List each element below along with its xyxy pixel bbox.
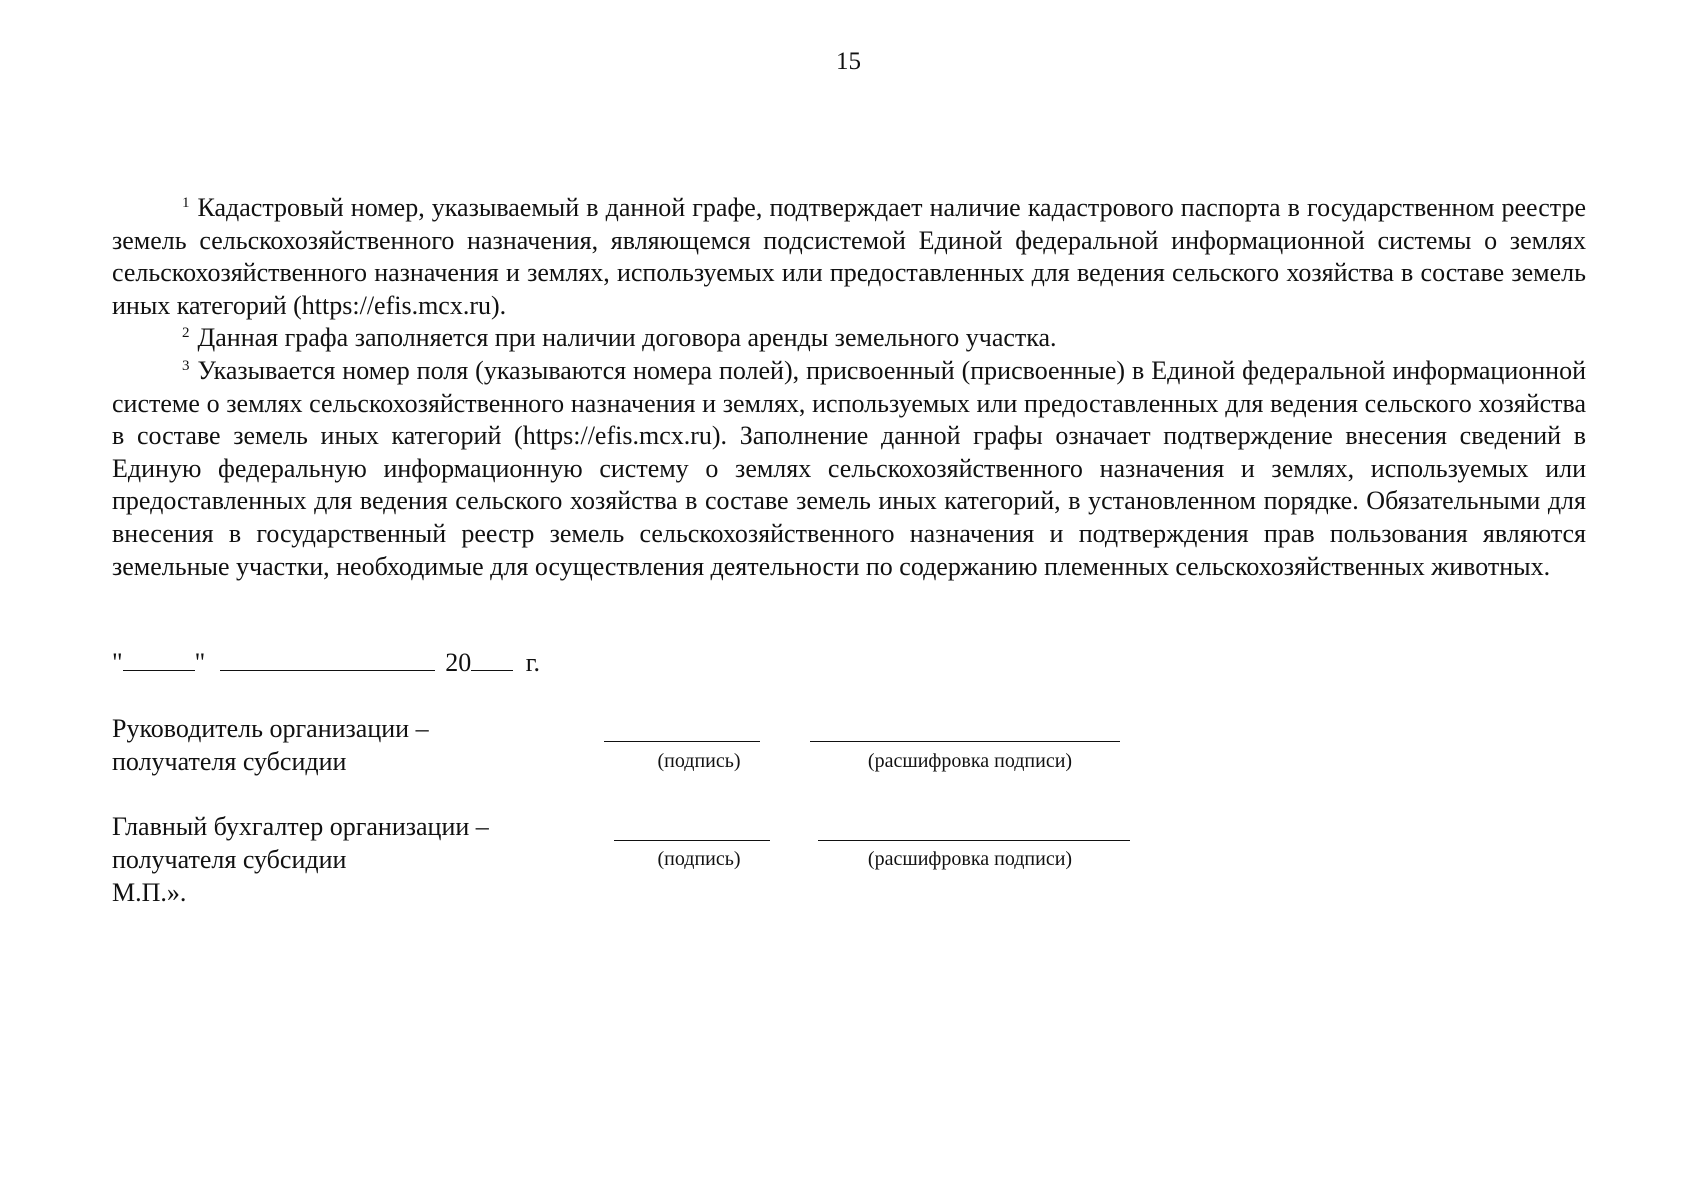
year-blank — [471, 648, 513, 671]
head-signature-caption: (подпись) — [657, 750, 741, 772]
footnote-2-text: Данная графа заполняется при наличии договора аренды земельного участка. — [197, 323, 1057, 353]
date-quote-close: " — [194, 648, 206, 677]
footnote-3 — [112, 355, 1586, 583]
date-quote-open: " — [112, 648, 123, 677]
day-blank — [123, 648, 195, 671]
head-signatory-role — [112, 712, 429, 778]
page-number: 15 — [836, 48, 861, 75]
footnote-2-marker: 2 — [182, 325, 190, 342]
year-suffix: г. — [525, 648, 540, 677]
date-line — [112, 648, 540, 678]
footnote-3-marker: 3 — [182, 357, 190, 374]
stamp-place-label: М.П.». — [112, 878, 187, 907]
accountant-signature-line — [614, 840, 770, 841]
accountant-role-line-1: Главный бухгалтер организации – — [112, 812, 489, 841]
month-blank — [220, 648, 435, 671]
accountant-signature-caption: (подпись) — [657, 848, 741, 870]
accountant-signatory-role — [112, 810, 489, 909]
head-decoding-caption: (расшифровка подписи) — [867, 750, 1073, 772]
footnote-3-text: Указывается номер поля (указываются номера полей), присвоенный (присвоенные) в Единой федеральной информационной системе о землях сельскохозяйственного назначения и землях, используемых или предоставленных для ведения сельского хозяйства в составе земель иных категорий (https://efis.mcx.ru). Заполнение данной графы означает подтверждение внесения сведений в Единую федеральную информационную систему о землях сельскохозяйственного назначения и землях, используемых или предоставленных для ведения сельского хозяйства в составе земель иных категорий, в установленном порядке. Обязательными для внесения в государственный реестр земель сельскохозяйственного назначения и подтверждения прав пользования являются земельные участки, необходимые для осуществления деятельности по содержанию племенных сельскохозяйственных животных. — [112, 355, 1586, 581]
head-role-line-1: Руководитель организации – — [112, 714, 429, 743]
year-prefix: 20 — [445, 648, 472, 677]
footnote-1-marker: 1 — [182, 195, 190, 211]
accountant-decoding-line — [818, 840, 1130, 841]
accountant-role-line-2: получателя субсидии — [112, 845, 347, 874]
footnote-2 — [112, 322, 1586, 355]
footnote-1 — [112, 192, 1586, 322]
head-signature-line — [604, 741, 760, 742]
head-decoding-line — [810, 741, 1120, 742]
footnotes-section — [112, 192, 1586, 583]
footnote-1-text: Кадастровый номер, указываемый в данной графе, подтверждает наличие кадастрового паспорта в государственном реестре земель сельскохозяйственного назначения, являющемся подсистемой Единой федеральной информационной системы о землях сельскохозяйственного назначения и землях, используемых или предоставленных для ведения сельского хозяйства в составе земель иных категорий (https://efis.mcx.ru). — [112, 193, 1586, 320]
accountant-decoding-caption: (расшифровка подписи) — [867, 848, 1073, 870]
head-role-line-2: получателя субсидии — [112, 747, 347, 776]
